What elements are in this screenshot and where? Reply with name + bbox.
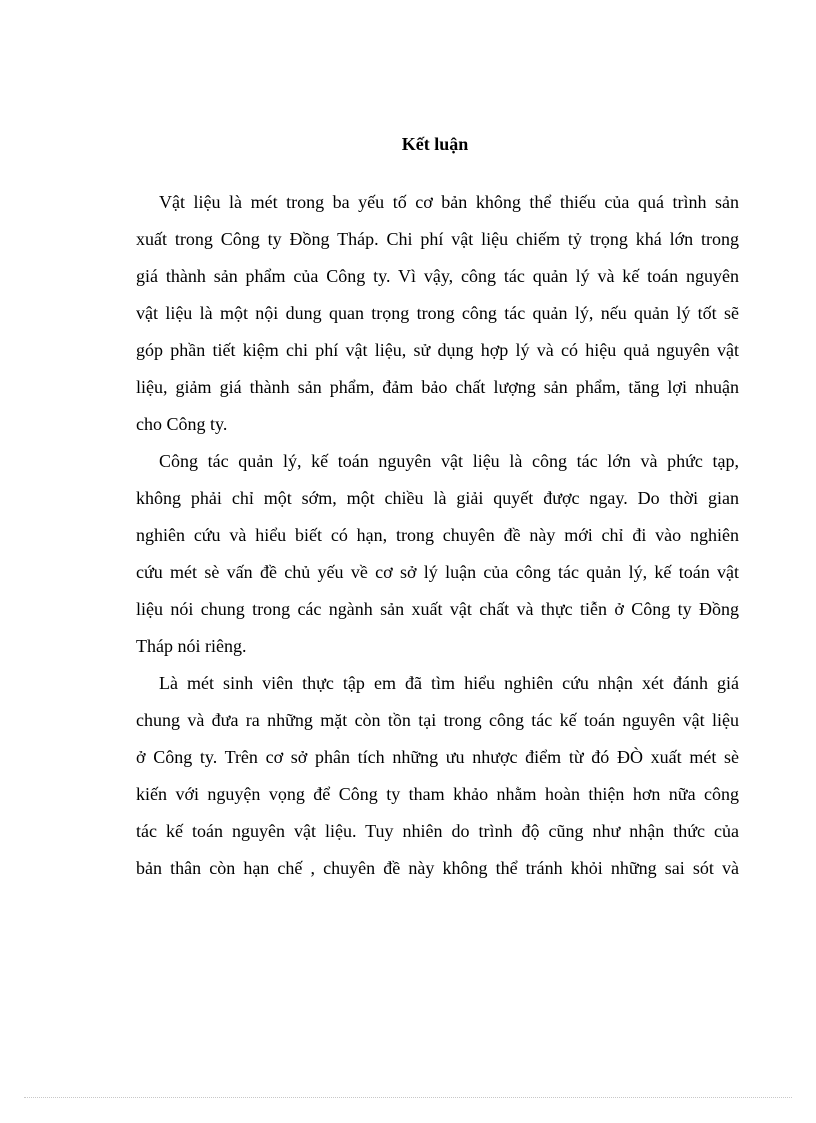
paragraph-line: nghiên cứu và hiểu biết có hạn, trong chuyên đề này mới chỉ đi vào nghiên	[136, 525, 739, 545]
paragraph-line: Công tác quản lý, kế toán nguyên vật liệu là công tác lớn và phức tạp,	[159, 451, 739, 471]
document-body	[136, 184, 739, 887]
paragraph-line: kiến với nguyện vọng để Công ty tham khảo nhằm hoàn thiện hơn nữa công	[136, 784, 739, 804]
paragraph-line: giá thành sản phẩm của Công ty. Vì vậy, công tác quản lý và kế toán nguyên	[136, 266, 739, 286]
paragraph-line: bản thân còn hạn chế , chuyên đề này không thể tránh khỏi những sai sót và	[136, 858, 739, 878]
paragraph-2	[136, 443, 739, 665]
page-bottom-divider	[24, 1097, 792, 1098]
page-title: Kết luận	[401, 134, 469, 154]
paragraph-line: không phải chỉ một sớm, một chiều là giải quyết được ngay. Do thời gian	[136, 488, 739, 508]
paragraph-line: vật liệu là một nội dung quan trọng trong công tác quản lý, nếu quản lý tốt sẽ	[136, 303, 739, 323]
paragraph-line: Vật liệu là mét trong ba yếu tố cơ bản không thể thiếu của quá trình sản	[159, 192, 739, 212]
paragraph-line: chung và đưa ra những mặt còn tồn tại trong công tác kế toán nguyên vật liệu	[136, 710, 739, 730]
paragraph-1	[136, 184, 739, 443]
paragraph-line: góp phần tiết kiệm chi phí vật liệu, sử dụng hợp lý và có hiệu quả nguyên vật	[136, 340, 739, 360]
paragraph-line: cứu mét sè vấn đề chủ yếu về cơ sở lý luận của công tác quản lý, kế toán vật	[136, 562, 739, 582]
paragraph-line: Tháp nói riêng.	[136, 636, 247, 656]
paragraph-3	[136, 665, 739, 887]
paragraph-line: Là mét sinh viên thực tập em đã tìm hiểu nghiên cứu nhận xét đánh giá	[159, 673, 739, 693]
paragraph-line: cho Công ty.	[136, 414, 228, 434]
paragraph-line: liệu, giảm giá thành sản phẩm, đảm bảo chất lượng sản phẩm, tăng lợi nhuận	[136, 377, 739, 397]
paragraph-line: tác kế toán nguyên vật liệu. Tuy nhiên do trình độ cũng như nhận thức của	[136, 821, 739, 841]
paragraph-line: liệu nói chung trong các ngành sản xuất vật chất và thực tiễn ở Công ty Đồng	[136, 599, 739, 619]
paragraph-line: ở Công ty. Trên cơ sở phân tích những ưu nhược điểm từ đó ĐÒ xuất mét sè	[136, 747, 739, 767]
paragraph-line: xuất trong Công ty Đồng Tháp. Chi phí vật liệu chiếm tỷ trọng khá lớn trong	[136, 229, 739, 249]
